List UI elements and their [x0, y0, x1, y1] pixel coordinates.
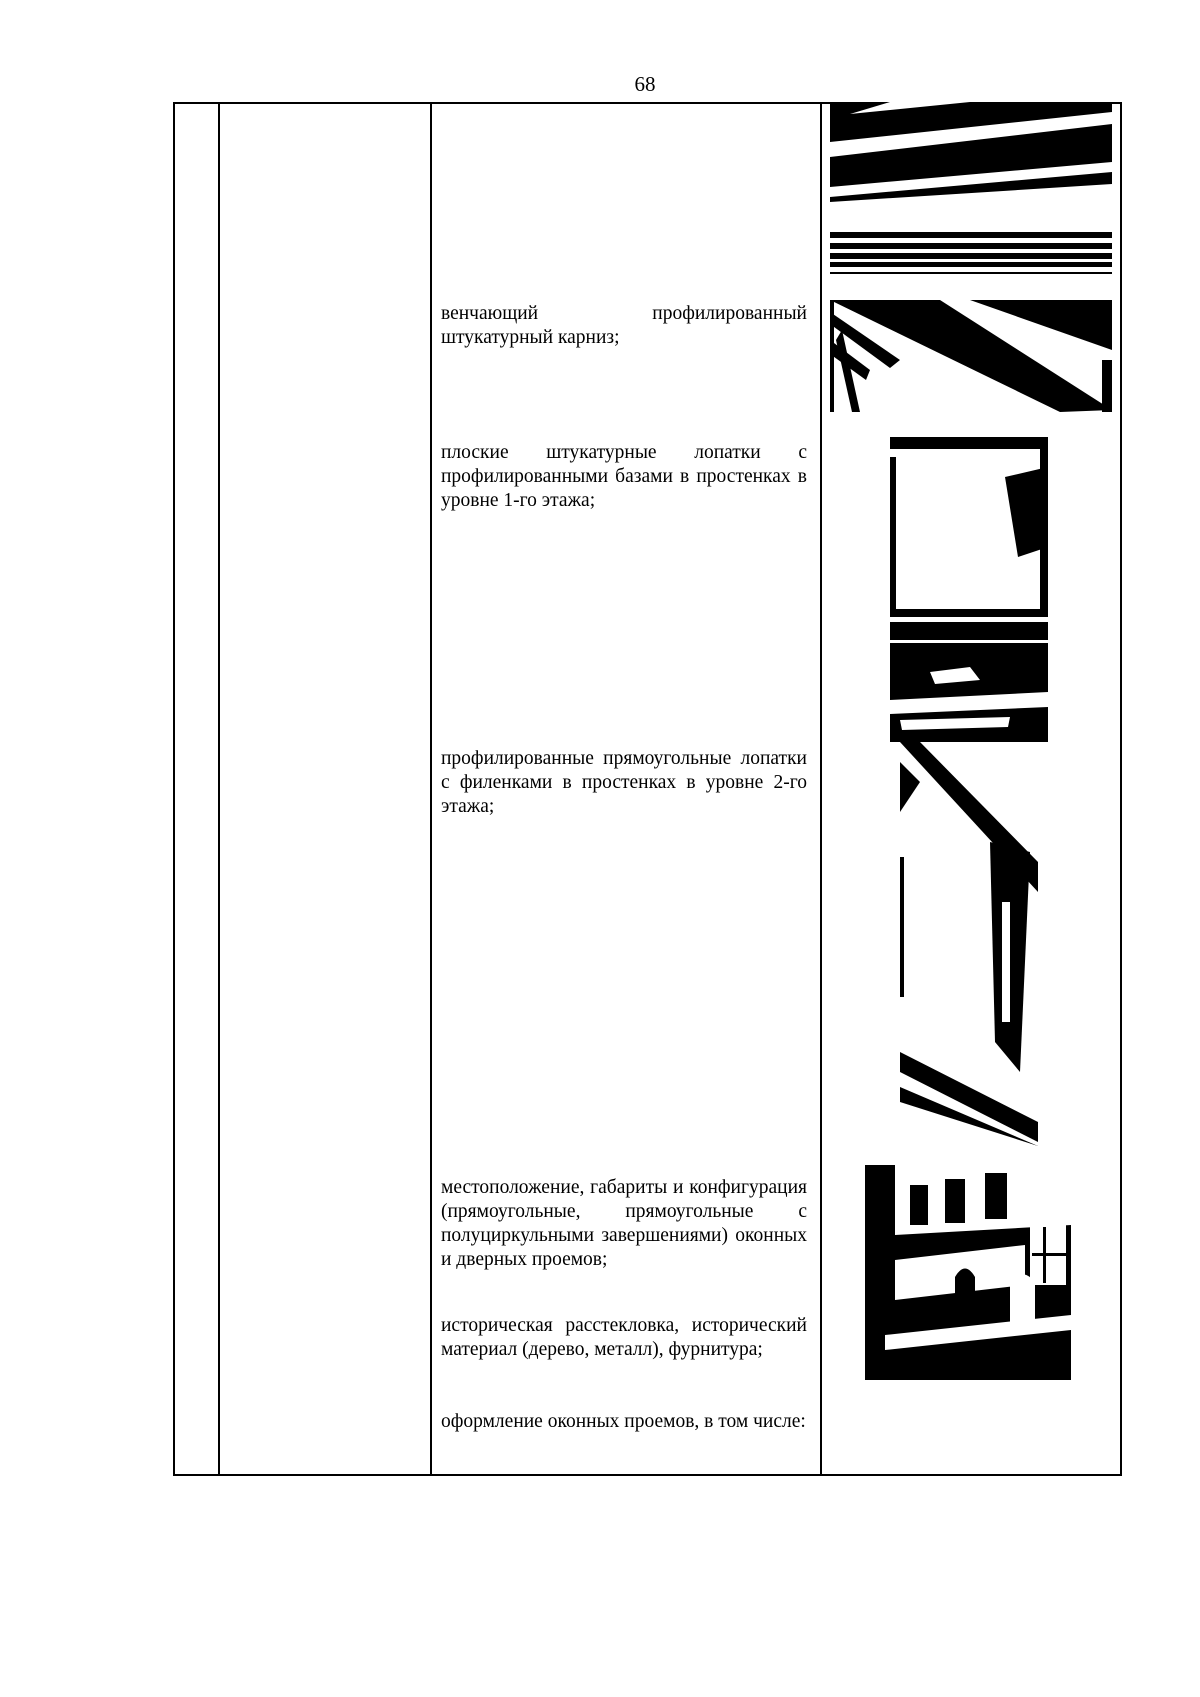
row-text-window-decoration: оформление оконных проемов, в том числе: — [441, 1411, 806, 1432]
window-openings-photo — [865, 1165, 1071, 1380]
row-text-glazing: историческая расстекловка, исторический материал (дерево, металл), фурнитура; — [441, 1315, 807, 1360]
row-text-profiled-pilasters: профилированные прямоугольные лопатки с филенками в простенках в уровне 2-го этажа; — [441, 748, 807, 817]
flat-pilaster-photo-bottom — [890, 622, 1048, 742]
flat-pilaster-photo-top — [890, 437, 1048, 617]
row-text-cornice: венчающий профилированный штукатурный карниз; — [441, 303, 807, 348]
cornice-photo-bottom — [830, 300, 1112, 412]
row-text-openings: местоположение, габариты и конфигурация (прямоугольные, прямоугольные с полуциркульными завершениями) оконных и дверных проемов; — [441, 1177, 807, 1270]
row-text-flat-pilasters: плоские штукатурные лопатки с профилированными базами в простенках в уровне 1-го этажа; — [441, 442, 807, 511]
profiled-pilaster-photo — [900, 742, 1038, 1146]
page-number: 68 — [634, 72, 656, 96]
cornice-photo-middle — [830, 232, 1112, 274]
cornice-photo-top — [830, 102, 1112, 207]
